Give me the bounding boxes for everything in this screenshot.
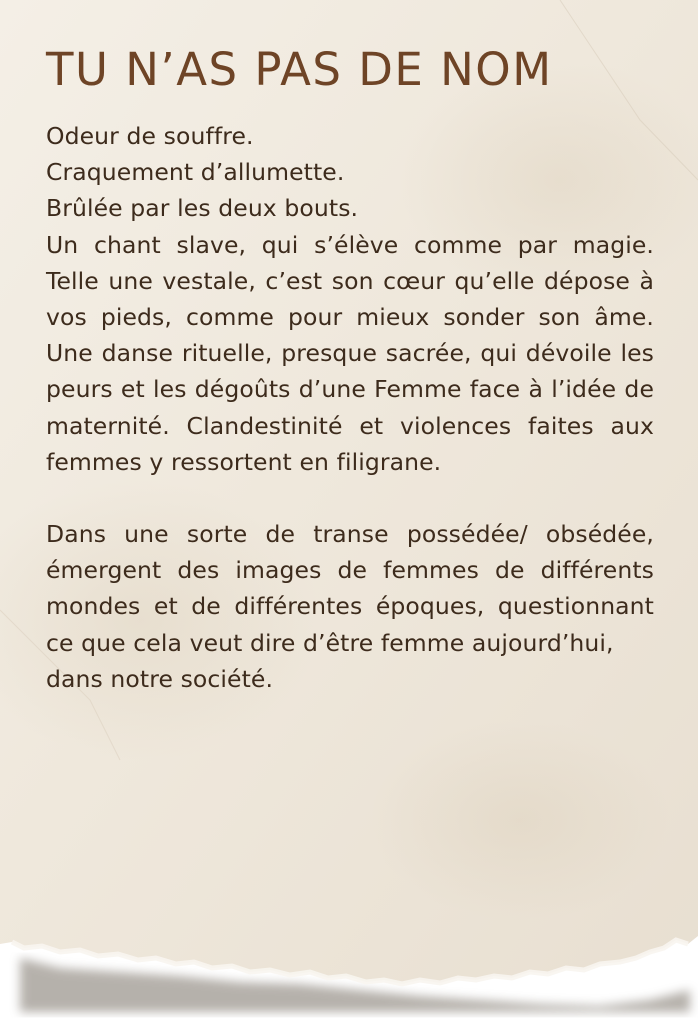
page-title: TU N’AS PAS DE NOM <box>46 43 553 96</box>
paragraph-1: Un chant slave, qui s’élève comme par magie. Telle une vestale, c’est son cœur qu’elle dépose à vos pieds, comme pour mieux sonder son âme. Une danse rituelle, presque sacrée, qui dévoile les peurs et les dégoûts d’une Femme face à l’idée de maternité. Clandestinité et violences faites aux femmes y ressortent en filigrane. <box>46 230 654 476</box>
paragraph-2: Dans une sorte de transe possédée/ obsédée, émergent des images de femmes de différents mondes et de différentes époques, questionnant ce que cela veut dire d’être femme aujourd’hui, <box>46 520 654 657</box>
paragraph-gap <box>46 480 654 516</box>
paragraph-2-last-line: dans notre société. <box>46 664 274 693</box>
body-text <box>46 118 654 697</box>
intro-line: Odeur de souffre. <box>46 122 254 150</box>
text-content <box>46 30 654 697</box>
intro-line: Brûlée par les deux bouts. <box>46 194 359 223</box>
intro-line: Craquement d’allumette. <box>46 158 345 187</box>
